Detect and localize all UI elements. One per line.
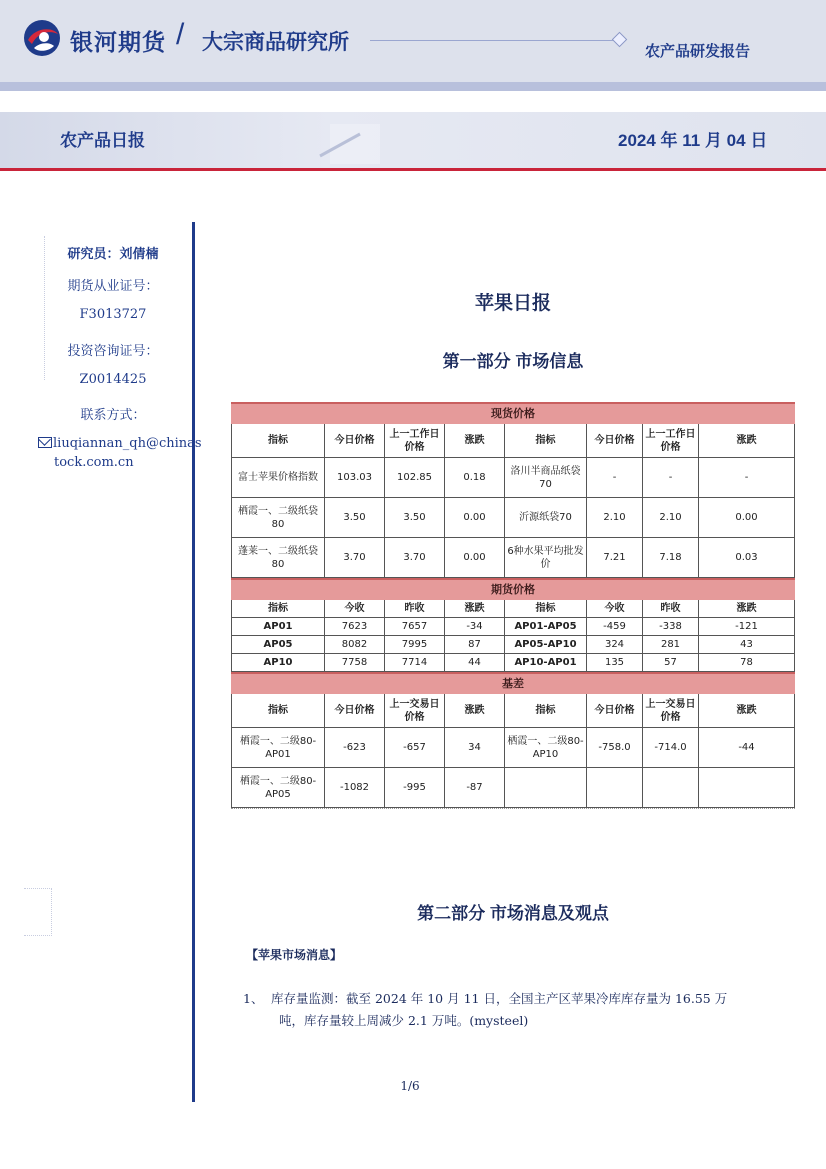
table-cell: - <box>699 458 795 498</box>
brand-name: 银河期货 <box>70 29 166 55</box>
table-header-cell: 涨跌 <box>445 424 505 458</box>
table-header-cell: 指标 <box>505 694 587 728</box>
email-line-1[interactable]: liuqiannan_qh@chinas <box>53 436 202 451</box>
table-cell: AP10-AP01 <box>505 654 587 672</box>
table-cell: - <box>587 458 643 498</box>
news-tag: 【苹果市场消息】 <box>246 948 343 962</box>
email-line-2[interactable]: tock.com.cn <box>54 455 134 470</box>
table-cell: 7623 <box>325 618 385 636</box>
table-cell: 蓬莱一、二级纸袋 80 <box>231 538 325 578</box>
table-row <box>231 618 795 636</box>
table-cell: 3.70 <box>325 538 385 578</box>
table-header-cell: 上一交易日价格 <box>643 694 699 728</box>
table-cell: 324 <box>587 636 643 654</box>
table-header-cell: 指标 <box>231 600 325 618</box>
table-header-cell: 涨跌 <box>699 694 795 728</box>
table-row <box>231 458 795 498</box>
table-cell: 栖霞一、二级80-AP10 <box>505 728 587 768</box>
table-cell: -1082 <box>325 768 385 808</box>
table-row <box>231 636 795 654</box>
table-cell: 栖霞一、二级80-AP01 <box>231 728 325 768</box>
news-item-number: 1、 <box>243 991 264 1006</box>
header-red-line <box>0 168 826 171</box>
table-cell: AP05 <box>231 636 325 654</box>
table-header-cell: 今日价格 <box>587 424 643 458</box>
institute-name: 大宗商品研究所 <box>202 31 349 54</box>
spot-header-row <box>231 424 795 458</box>
table-header-cell: 昨收 <box>385 600 445 618</box>
table-header-cell: 指标 <box>505 424 587 458</box>
table-header-cell: 上一工作日价格 <box>643 424 699 458</box>
galaxy-logo-icon <box>22 18 62 58</box>
table-cell: -338 <box>643 618 699 636</box>
table-cell: 7995 <box>385 636 445 654</box>
table-cell: 7.18 <box>643 538 699 578</box>
table-cell: 0.00 <box>445 498 505 538</box>
contact-label: 联系方式： <box>80 408 146 423</box>
report-type: 农产品研发报告 <box>645 43 751 60</box>
table-cell: 7657 <box>385 618 445 636</box>
table-cell <box>699 768 795 808</box>
header-stripe <box>0 82 826 91</box>
table-cell: 栖霞一、二级纸袋 80 <box>231 498 325 538</box>
table-cell: 6种水果平均批发价 <box>505 538 587 578</box>
researcher-name: 研究员：刘倩楠 <box>67 247 159 262</box>
table-cell: 281 <box>643 636 699 654</box>
header-deco-line <box>370 40 618 41</box>
basis-header-row <box>231 694 795 728</box>
table-header-cell: 指标 <box>231 694 325 728</box>
table-cell: 44 <box>445 654 505 672</box>
table-header-cell: 涨跌 <box>699 600 795 618</box>
table-cell: 135 <box>587 654 643 672</box>
report-date: 2024 年 11 月 04 日 <box>618 131 768 150</box>
table-header-cell: 今收 <box>325 600 385 618</box>
table-cell: 34 <box>445 728 505 768</box>
news-item-line-1: 库存量监测：截至 2024 年 10 月 11 日，全国主产区苹果冷库库存量为 16.55 万 <box>271 991 728 1006</box>
page-number: 1/6 <box>400 1079 420 1093</box>
table-header-cell: 指标 <box>231 424 325 458</box>
table-cell: 洛川半商品纸袋70 <box>505 458 587 498</box>
sidebar-rule <box>192 222 195 1102</box>
table-header-cell: 今收 <box>587 600 643 618</box>
email-contact[interactable] <box>38 436 202 470</box>
table-cell: -44 <box>699 728 795 768</box>
table-cell: 3.70 <box>385 538 445 578</box>
table-row <box>231 538 795 578</box>
table-header-cell: 昨收 <box>643 600 699 618</box>
table-cell <box>587 768 643 808</box>
table-cell: 102.85 <box>385 458 445 498</box>
table-cell: 0.18 <box>445 458 505 498</box>
table-cell: -87 <box>445 768 505 808</box>
table-cell: 8082 <box>325 636 385 654</box>
table-header-cell: 涨跌 <box>699 424 795 458</box>
table-cell: 0.00 <box>699 498 795 538</box>
table-cell: 栖霞一、二级80-AP05 <box>231 768 325 808</box>
table-cell: 103.03 <box>325 458 385 498</box>
table-header-cell: 涨跌 <box>445 600 505 618</box>
table-header-cell: 今日价格 <box>587 694 643 728</box>
table-cell: 3.50 <box>325 498 385 538</box>
header-divider: / <box>176 18 185 51</box>
table-cell: 0.03 <box>699 538 795 578</box>
invest-cert-label: 投资咨询证号： <box>67 344 159 359</box>
table-cell: AP10 <box>231 654 325 672</box>
market-info-table <box>231 402 795 822</box>
news-item-line-2: 吨，库存量较上周减少 2.1 万吨。(mysteel) <box>279 1013 529 1028</box>
table-cell: -657 <box>385 728 445 768</box>
table-header-cell: 上一工作日价格 <box>385 424 445 458</box>
table-row <box>231 768 795 808</box>
table-cell: -623 <box>325 728 385 768</box>
table-cell: -714.0 <box>643 728 699 768</box>
table-header-cell: 今日价格 <box>325 694 385 728</box>
table-cell: 7.21 <box>587 538 643 578</box>
table-cell <box>505 768 587 808</box>
table-cell: 7758 <box>325 654 385 672</box>
table-row <box>231 498 795 538</box>
spot-section-header: 现货价格 <box>231 402 795 424</box>
table-cell: -121 <box>699 618 795 636</box>
table-header-cell: 指标 <box>505 600 587 618</box>
table-header-cell: 上一交易日价格 <box>385 694 445 728</box>
table-cell: AP01 <box>231 618 325 636</box>
table-cell: 3.50 <box>385 498 445 538</box>
table-cell: 78 <box>699 654 795 672</box>
table-cell: -34 <box>445 618 505 636</box>
section-1-heading: 第一部分 市场信息 <box>442 352 584 371</box>
pen-deco-icon <box>300 116 390 164</box>
table-row <box>231 654 795 672</box>
table-header-cell: 今日价格 <box>325 424 385 458</box>
deco-dotted-box <box>24 888 52 936</box>
daily-title: 农产品日报 <box>60 131 145 150</box>
table-cell: 57 <box>643 654 699 672</box>
table-cell: -995 <box>385 768 445 808</box>
futures-cert-label: 期货从业证号： <box>67 279 159 294</box>
futures-section-header: 期货价格 <box>231 578 795 600</box>
mail-icon <box>38 437 52 448</box>
table-cell: AP01-AP05 <box>505 618 587 636</box>
table-header-cell: 涨跌 <box>445 694 505 728</box>
table-cell: 2.10 <box>587 498 643 538</box>
table-cell: 富士苹果价格指数 <box>231 458 325 498</box>
invest-cert-number: Z0014425 <box>79 372 147 387</box>
table-row <box>231 728 795 768</box>
table-cell: 0.00 <box>445 538 505 578</box>
table-cell: 2.10 <box>643 498 699 538</box>
table-cell: - <box>643 458 699 498</box>
table-cell: -459 <box>587 618 643 636</box>
basis-section-header: 基差 <box>231 672 795 694</box>
table-cell: 沂源纸袋70 <box>505 498 587 538</box>
section-2-heading: 第二部分 市场消息及观点 <box>417 904 609 923</box>
table-cell: 7714 <box>385 654 445 672</box>
futures-cert-number: F3013727 <box>79 307 147 322</box>
table-bottom-rule <box>231 808 795 822</box>
document-title: 苹果日报 <box>474 293 551 314</box>
table-cell: AP05-AP10 <box>505 636 587 654</box>
table-cell: 43 <box>699 636 795 654</box>
futures-header-row <box>231 600 795 618</box>
table-cell <box>643 768 699 808</box>
table-cell: 87 <box>445 636 505 654</box>
table-cell: -758.0 <box>587 728 643 768</box>
